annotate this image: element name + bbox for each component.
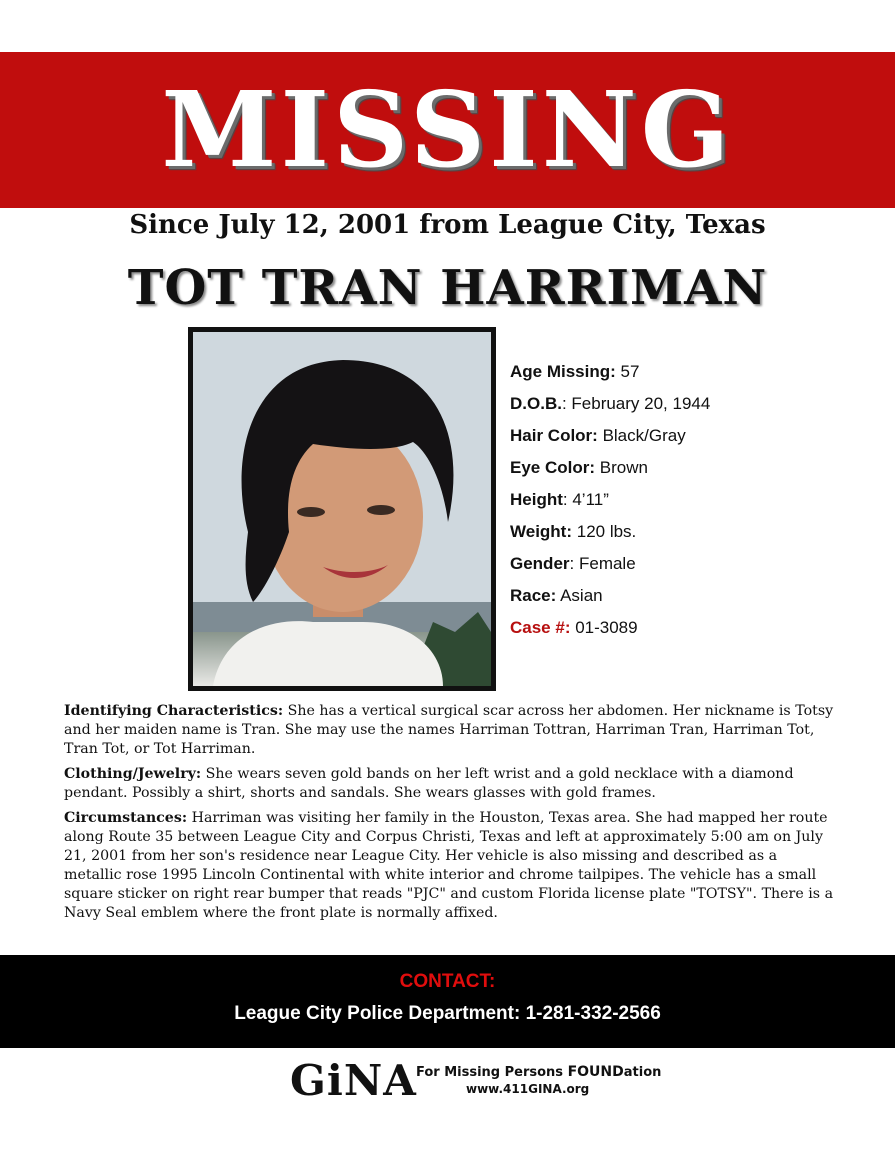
circumstances (64, 809, 839, 923)
missing-since-line: Since July 12, 2001 from League City, Texas (129, 210, 766, 240)
detail-label: Hair Color: (510, 426, 598, 445)
tagline (416, 1064, 661, 1080)
detail-label: Race: (510, 586, 557, 605)
detail-race (510, 580, 870, 612)
identifying-characteristics (64, 702, 839, 759)
website-link[interactable]: www.411GINA.org (466, 1082, 590, 1096)
detail-label: Gender (510, 554, 570, 573)
contact-phone-text: League City Police Department: 1-281-332-2566 (234, 1003, 661, 1024)
portrait-illustration (193, 332, 491, 686)
paragraph-label: Circumstances: (64, 810, 188, 826)
detail-label: Age Missing: (510, 362, 616, 381)
contact-label: CONTACT: (399, 971, 496, 992)
paragraph-text: She has a vertical surgical scar across her abdomen. Her nickname is Totsy and her maiden name is Tran. She may use the names Harriman Tottran, Harriman Tran, Harriman Tot, Tran Tot, or Tot Harriman. (64, 703, 834, 757)
detail-value: 01-3089 (570, 618, 638, 637)
tagline-suffix: ation (623, 1065, 662, 1080)
detail-label: D.O.B. (510, 394, 562, 413)
detail-value: : February 20, 1944 (561, 394, 711, 413)
detail-label: Eye Color: (510, 458, 596, 477)
detail-eye-color (510, 452, 870, 484)
detail-value: Brown (595, 458, 648, 477)
person-photo (188, 327, 496, 691)
gina-logo: GiNA (290, 1056, 417, 1105)
detail-value: Black/Gray (597, 426, 686, 445)
clothing-jewelry (64, 765, 839, 803)
detail-case-number (510, 612, 870, 644)
detail-weight (510, 516, 870, 548)
detail-value: : 4’11” (562, 490, 609, 509)
paragraph-text: She wears seven gold bands on her left wrist and a gold necklace with a diamond pendant. Possibly a shirt, shorts and sandals. She wears glasses with gold frames. (64, 766, 794, 801)
detail-age-missing (510, 356, 870, 388)
detail-label: Height (510, 490, 563, 509)
contact-bar (0, 955, 895, 1048)
paragraph-label: Identifying Characteristics: (64, 703, 284, 719)
detail-value: : Female (569, 554, 636, 573)
detail-label: Case #: (510, 618, 571, 637)
tagline-prefix: For Missing Persons (416, 1065, 568, 1080)
tagline-emph: FOUND (567, 1064, 624, 1080)
paragraph-label: Clothing/Jewelry: (64, 766, 202, 782)
details-list (510, 356, 870, 644)
person-name: TOT TRAN HARRIMAN (127, 260, 768, 316)
detail-value: 120 lbs. (572, 522, 637, 541)
detail-gender (510, 548, 870, 580)
detail-label: Weight: (510, 522, 573, 541)
banner-title: MISSING (161, 68, 734, 191)
paragraph-text: Harriman was visiting her family in the Houston, Texas area. She had mapped her route along Route 35 between League City and Corpus Christi, Texas and left at approximately 5:00 am on July 21, 2001 from her son's residence near League City. Her vehicle is also missing and described as a metallic rose 1995 Lincoln Continental with white interior and chrome tailpipes. The vehicle has a small square sticker on right rear bumper that reads "PJC" and custom Florida license plate "TOTSY". There is a Navy Seal emblem where the front plate is normally affixed. (64, 810, 834, 921)
footer-logo-block (290, 1056, 662, 1108)
detail-value: 57 (615, 362, 640, 381)
detail-value: Asian (556, 586, 603, 605)
detail-dob (510, 388, 870, 420)
detail-height (510, 484, 870, 516)
missing-banner (0, 52, 895, 208)
detail-hair-color (510, 420, 870, 452)
